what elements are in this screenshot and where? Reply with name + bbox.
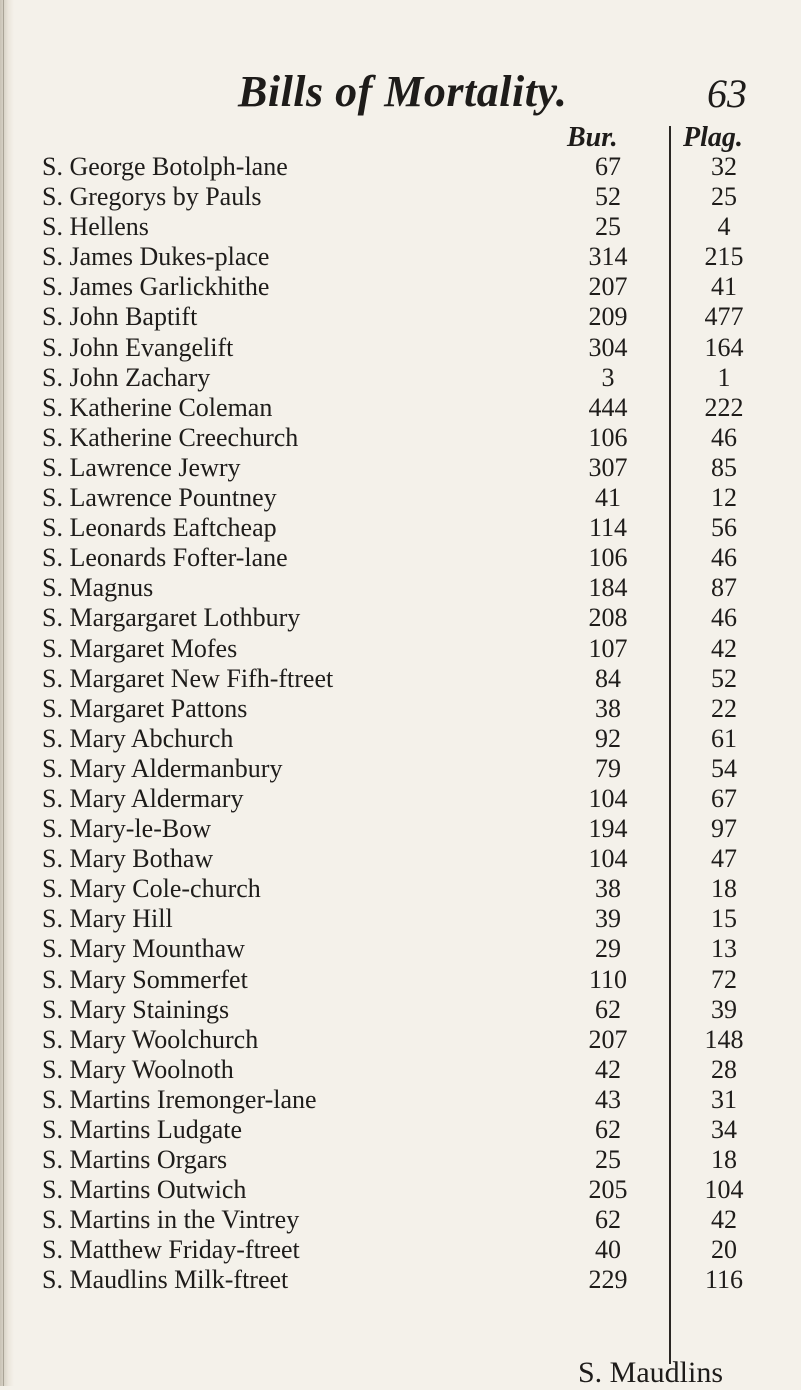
table-row [0,1205,801,1235]
plague-count: 104 [704,1175,744,1205]
burials-count: 92 [595,723,621,753]
plague-count: 97 [711,814,737,844]
parish-name: S. Margargaret Lothbury [42,603,301,633]
parish-name: S. Lawrence Pountney [42,483,277,513]
plague-count: 42 [711,633,737,663]
plague-count: 18 [711,874,737,904]
burials-count: 39 [595,904,621,934]
parish-name: S. George Botolph-lane [42,152,288,181]
burials-count: 208 [588,603,628,633]
parish-name: S. Margaret New Fifh-ftreet [42,663,334,693]
plague-count: 1 [717,362,731,392]
table-row [0,694,801,724]
burials-count: 307 [588,452,628,482]
burials-count: 209 [588,302,628,332]
table-row [0,543,801,573]
parish-name: S. Mary Mounthaw [42,934,245,964]
burials-count: 62 [595,1115,621,1144]
table-row [0,453,801,483]
parish-name: S. Mary Sommerfet [42,964,248,994]
table-row [0,1235,801,1265]
plague-count: 39 [711,994,737,1024]
table-row [0,965,801,995]
plague-count: 18 [711,1145,737,1175]
plague-count: 32 [711,152,737,181]
parish-name: S. Mary Woolnoth [42,1054,234,1084]
plague-count: 12 [711,483,737,513]
parish-name: S. John Evangelift [42,332,234,362]
parish-name: S. Matthew Friday-ftreet [42,1235,300,1265]
plague-count: 42 [711,1205,737,1235]
plague-count: 46 [711,422,737,452]
burials-count: 207 [588,1024,628,1054]
burials-count: 38 [595,874,621,904]
parish-name: S. James Garlickhithe [42,272,270,302]
plague-count: 164 [704,332,744,362]
parish-name: S. Mary Abchurch [42,723,234,753]
table-row [0,302,801,332]
plague-count: 222 [704,392,744,422]
table-row [0,784,801,814]
plague-count: 34 [711,1115,737,1144]
plague-count: 4 [717,212,731,242]
plague-count: 28 [711,1054,737,1084]
burials-count: 41 [595,483,621,513]
burials-count: 25 [595,212,621,242]
parish-name: S. John Baptift [42,302,198,332]
column-header-plague: Plag. [683,122,743,153]
table-row [0,1115,801,1145]
burials-count: 42 [595,1054,621,1084]
table-row [0,152,801,182]
burials-count: 444 [588,392,628,422]
table-row [0,1145,801,1175]
burials-count: 229 [588,1265,628,1295]
parish-name: S. Leonards Eaftcheap [42,513,277,543]
plague-count: 67 [711,783,737,813]
parish-name: S. Martins Outwich [42,1175,247,1205]
column-header-burials: Bur. [567,122,618,153]
table-row [0,874,801,904]
burials-count: 79 [595,753,621,783]
table-row [0,573,801,603]
burials-count: 67 [595,152,621,181]
burials-count: 104 [588,844,628,874]
parish-name: S. Mary Stainings [42,994,230,1024]
table-row [0,1175,801,1205]
burials-count: 106 [588,543,628,573]
parish-name: S. James Dukes-place [42,242,270,272]
table-row [0,363,801,393]
table-row [0,1055,801,1085]
page-number: 63 [707,71,747,116]
table-row [0,1025,801,1055]
burials-count: 38 [595,693,621,723]
burials-count: 207 [588,272,628,302]
plague-count: 20 [711,1235,737,1265]
parish-name: S. Maudlins Milk-ftreet [42,1265,289,1295]
plague-count: 85 [711,452,737,482]
burials-count: 114 [588,513,628,543]
parish-name: S. Mary Hill [42,904,173,934]
table-row [0,333,801,363]
plague-count: 116 [704,1265,744,1295]
parish-name: S. Mary Bothaw [42,844,214,874]
parish-name: S. Mary Woolchurch [42,1024,259,1054]
parish-name: S. Mary-le-Bow [42,814,211,844]
burials-count: 205 [588,1175,628,1205]
plague-count: 46 [711,543,737,573]
parish-name: S. Mary Aldermary [42,783,244,813]
plague-count: 46 [711,603,737,633]
catchword: S. Maudlins [578,1356,724,1389]
parish-name: S. Leonards Fofter-lane [42,543,288,573]
plague-count: 25 [711,182,737,212]
parish-name: S. Katherine Creechurch [42,422,299,452]
burials-count: 184 [588,573,628,603]
parish-name: S. Hellens [42,212,149,242]
burials-count: 314 [588,242,628,272]
burials-count: 40 [595,1235,621,1265]
plague-count: 15 [711,904,737,934]
parish-name: S. Gregorys by Pauls [42,182,262,212]
parish-name: S. Magnus [42,573,154,603]
plague-count: 61 [711,723,737,753]
table-row [0,814,801,844]
burials-count: 194 [588,814,628,844]
plague-count: 72 [711,964,737,994]
parish-name: S. Martins in the Vintrey [42,1205,300,1235]
table-row [0,1085,801,1115]
table-row [0,212,801,242]
burials-count: 62 [595,1205,621,1235]
plague-count: 54 [711,753,737,783]
plague-count: 22 [711,693,737,723]
parish-name: S. Katherine Coleman [42,392,273,422]
parish-name: S. Margaret Mofes [42,633,238,663]
burials-count: 25 [595,1145,621,1175]
table-row [0,934,801,964]
table-row [0,634,801,664]
plague-count: 52 [711,663,737,693]
plague-count: 148 [704,1024,744,1054]
table-row [0,272,801,302]
burials-count: 84 [595,663,621,693]
parish-table [0,152,801,1296]
table-row [0,423,801,453]
plague-count: 47 [711,844,737,874]
plague-count: 13 [711,934,737,964]
burials-count: 106 [588,422,628,452]
table-row [0,393,801,423]
burials-count: 29 [595,934,621,964]
parish-name: S. Mary Aldermanbury [42,753,283,783]
burials-count: 104 [588,783,628,813]
plague-count: 56 [711,513,737,543]
burials-count: 107 [588,633,628,663]
plague-count: 87 [711,573,737,603]
burials-count: 43 [595,1084,621,1114]
table-row [0,664,801,694]
table-row [0,483,801,513]
table-row [0,904,801,934]
plague-count: 215 [704,242,744,272]
parish-name: S. Mary Cole-church [42,874,261,904]
plague-count: 41 [711,272,737,302]
table-row [0,513,801,543]
burials-count: 62 [595,994,621,1024]
parish-name: S. Margaret Pattons [42,693,248,723]
plague-count: 477 [704,302,744,332]
parish-name: S. Martins Orgars [42,1145,228,1175]
table-row [0,242,801,272]
burials-count: 3 [601,362,615,392]
table-row [0,182,801,212]
parish-name: S. John Zachary [42,362,211,392]
table-row [0,754,801,784]
parish-name: S. Lawrence Jewry [42,452,241,482]
burials-count: 52 [595,182,621,212]
table-row [0,724,801,754]
table-row [0,844,801,874]
burials-count: 110 [588,964,628,994]
burials-count: 304 [588,332,628,362]
table-row [0,603,801,633]
parish-name: S. Martins Iremonger-lane [42,1084,317,1114]
running-head: Bills of Mortality. [238,67,568,116]
table-row [0,1265,801,1295]
parish-name: S. Martins Ludgate [42,1115,243,1144]
table-row [0,995,801,1025]
plague-count: 31 [711,1084,737,1114]
